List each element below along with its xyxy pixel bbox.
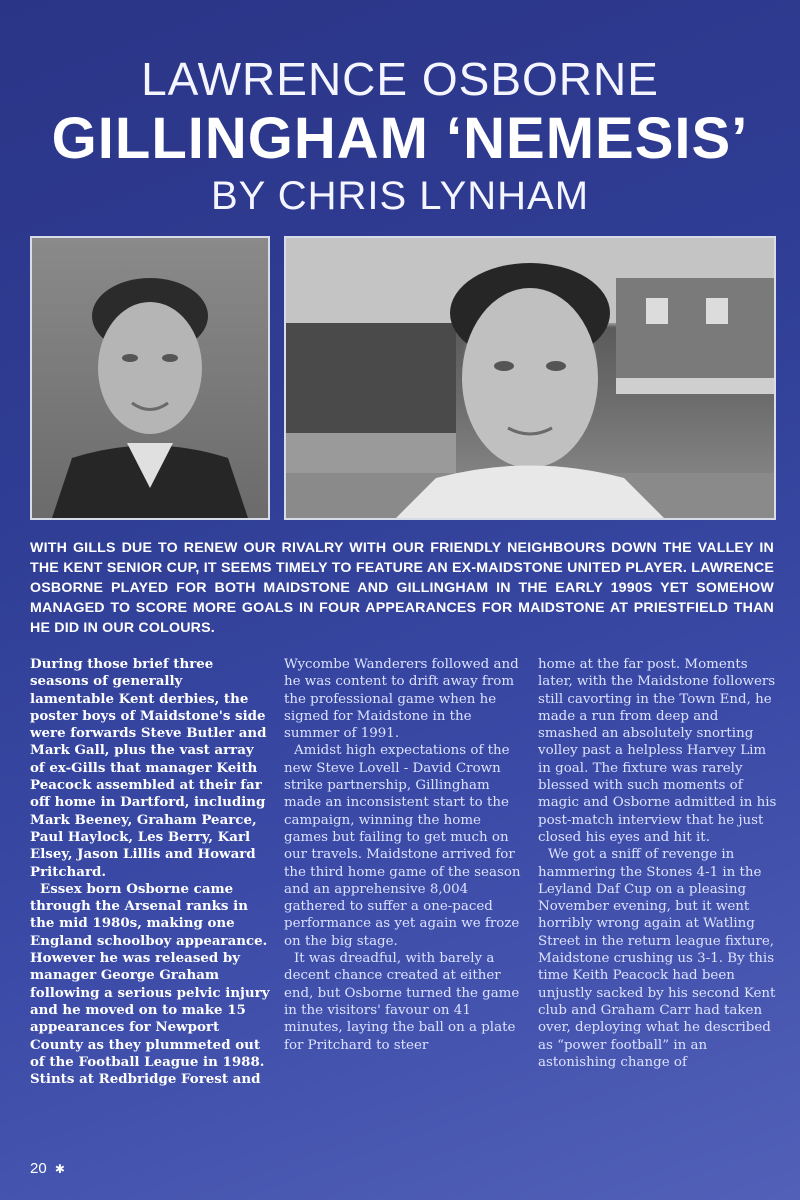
paragraph: During those brief three seasons of generally lamentable Kent derbies, the poster boys of Maidstone's side were forwards Steve Butler and Mark Gall, plus the vast array of ex-Gills that manager Keith Peacock assembled at their far off home in Dartford, including Mark Beeney, Graham Pearce, Paul Haylock, Les Berry, Karl Elsey, Jason Lillis and Howard Pritchard. bbox=[30, 656, 267, 880]
portrait-silhouette bbox=[32, 238, 268, 518]
article-column-3 bbox=[538, 656, 778, 1161]
player-portrait-photo bbox=[30, 236, 270, 520]
gills-crest-icon: ✱ bbox=[54, 1162, 65, 1176]
article-headline: GILLINGHAM ‘NEMESIS’ bbox=[51, 106, 749, 171]
article-intro: WITH GILLS DUE TO RENEW OUR RIVALRY WITH OUR FRIENDLY NEIGHBOURS DOWN THE VALLEY IN THE KENT SENIOR CUP, IT SEEMS TIMELY TO FEATURE AN EX-MAIDSTONE UNITED PLAYER. LAWRENCE OSBORNE PLAYED FOR BOTH MAIDSTONE AND GILLINGHAM IN THE EARLY 1990S YET SOMEHOW MANAGED TO SCORE MORE GOALS IN FOUR APPEARANCES FOR MAIDSTONE AT PRIESTFIELD THAN HE DID IN OUR COLOURS. bbox=[30, 540, 774, 636]
paragraph: Essex born Osborne came through the Arsenal ranks in the mid 1980s, making one England schoolboy appearance. However he was released by manager George Graham following a serious pelvic injury and he moved on to make 15 appearances for Newport County as they plummeted out of the Football League in 1988. Stints at Redbridge Forest and bbox=[30, 880, 270, 1088]
paragraph: It was dreadful, with barely a decent chance created at either end, but Osborne turned the game in the visitors' favour on 41 minutes, laying the ball on a plate for Pritchard to steer bbox=[284, 951, 520, 1053]
paragraph: We got a sniff of revenge in hammering the Stones 4-1 in the Leyland Daf Cup on a pleasing November evening, but it went horribly wrong again at Watling Street in the return league fixture, Maidstone crushing us 3-1. By this time Keith Peacock had been unjustly sacked by his second Kent club and Graham Carr had taken over, deploying what he described as “power football” in an astonishing change of bbox=[538, 847, 776, 1070]
page-number: 20 bbox=[30, 1160, 47, 1177]
article-body bbox=[30, 656, 778, 1161]
article-column-1 bbox=[30, 656, 270, 1161]
article-byline: BY CHRIS LYNHAM bbox=[210, 174, 590, 218]
article-column-2 bbox=[284, 656, 524, 1161]
paragraph: Amidst high expectations of the new Steve Lovell - David Crown strike partnership, Gillingham made an inconsistent start to the campaign, winning the home games but failing to get much on our travels. Maidstone arrived for the third home game of the season and an apprehensive 8,004 gathered to suffer a one-paced performance as yet again we froze on the big stage. bbox=[284, 743, 521, 949]
paragraph: home at the far post. Moments later, with the Maidstone followers still cavorting in the Town End, he made a run from deep and smashed an absolutely snorting volley past a helpless Harvey Lim in goal. The fixture was rarely blessed with such moments of magic and Osborne admitted in his post-match interview that he just closed his eyes and hit it. bbox=[538, 657, 777, 845]
paragraph: Wycombe Wanderers followed and he was content to drift away from the professional game when he signed for Maidstone in the summer of 1991. bbox=[284, 657, 519, 742]
article-subject-name: LAWRENCE OSBORNE bbox=[141, 53, 659, 105]
page-footer bbox=[30, 1160, 65, 1177]
player-stadium-photo bbox=[284, 236, 776, 520]
stadium-scene bbox=[286, 238, 774, 518]
article-header bbox=[0, 52, 800, 220]
